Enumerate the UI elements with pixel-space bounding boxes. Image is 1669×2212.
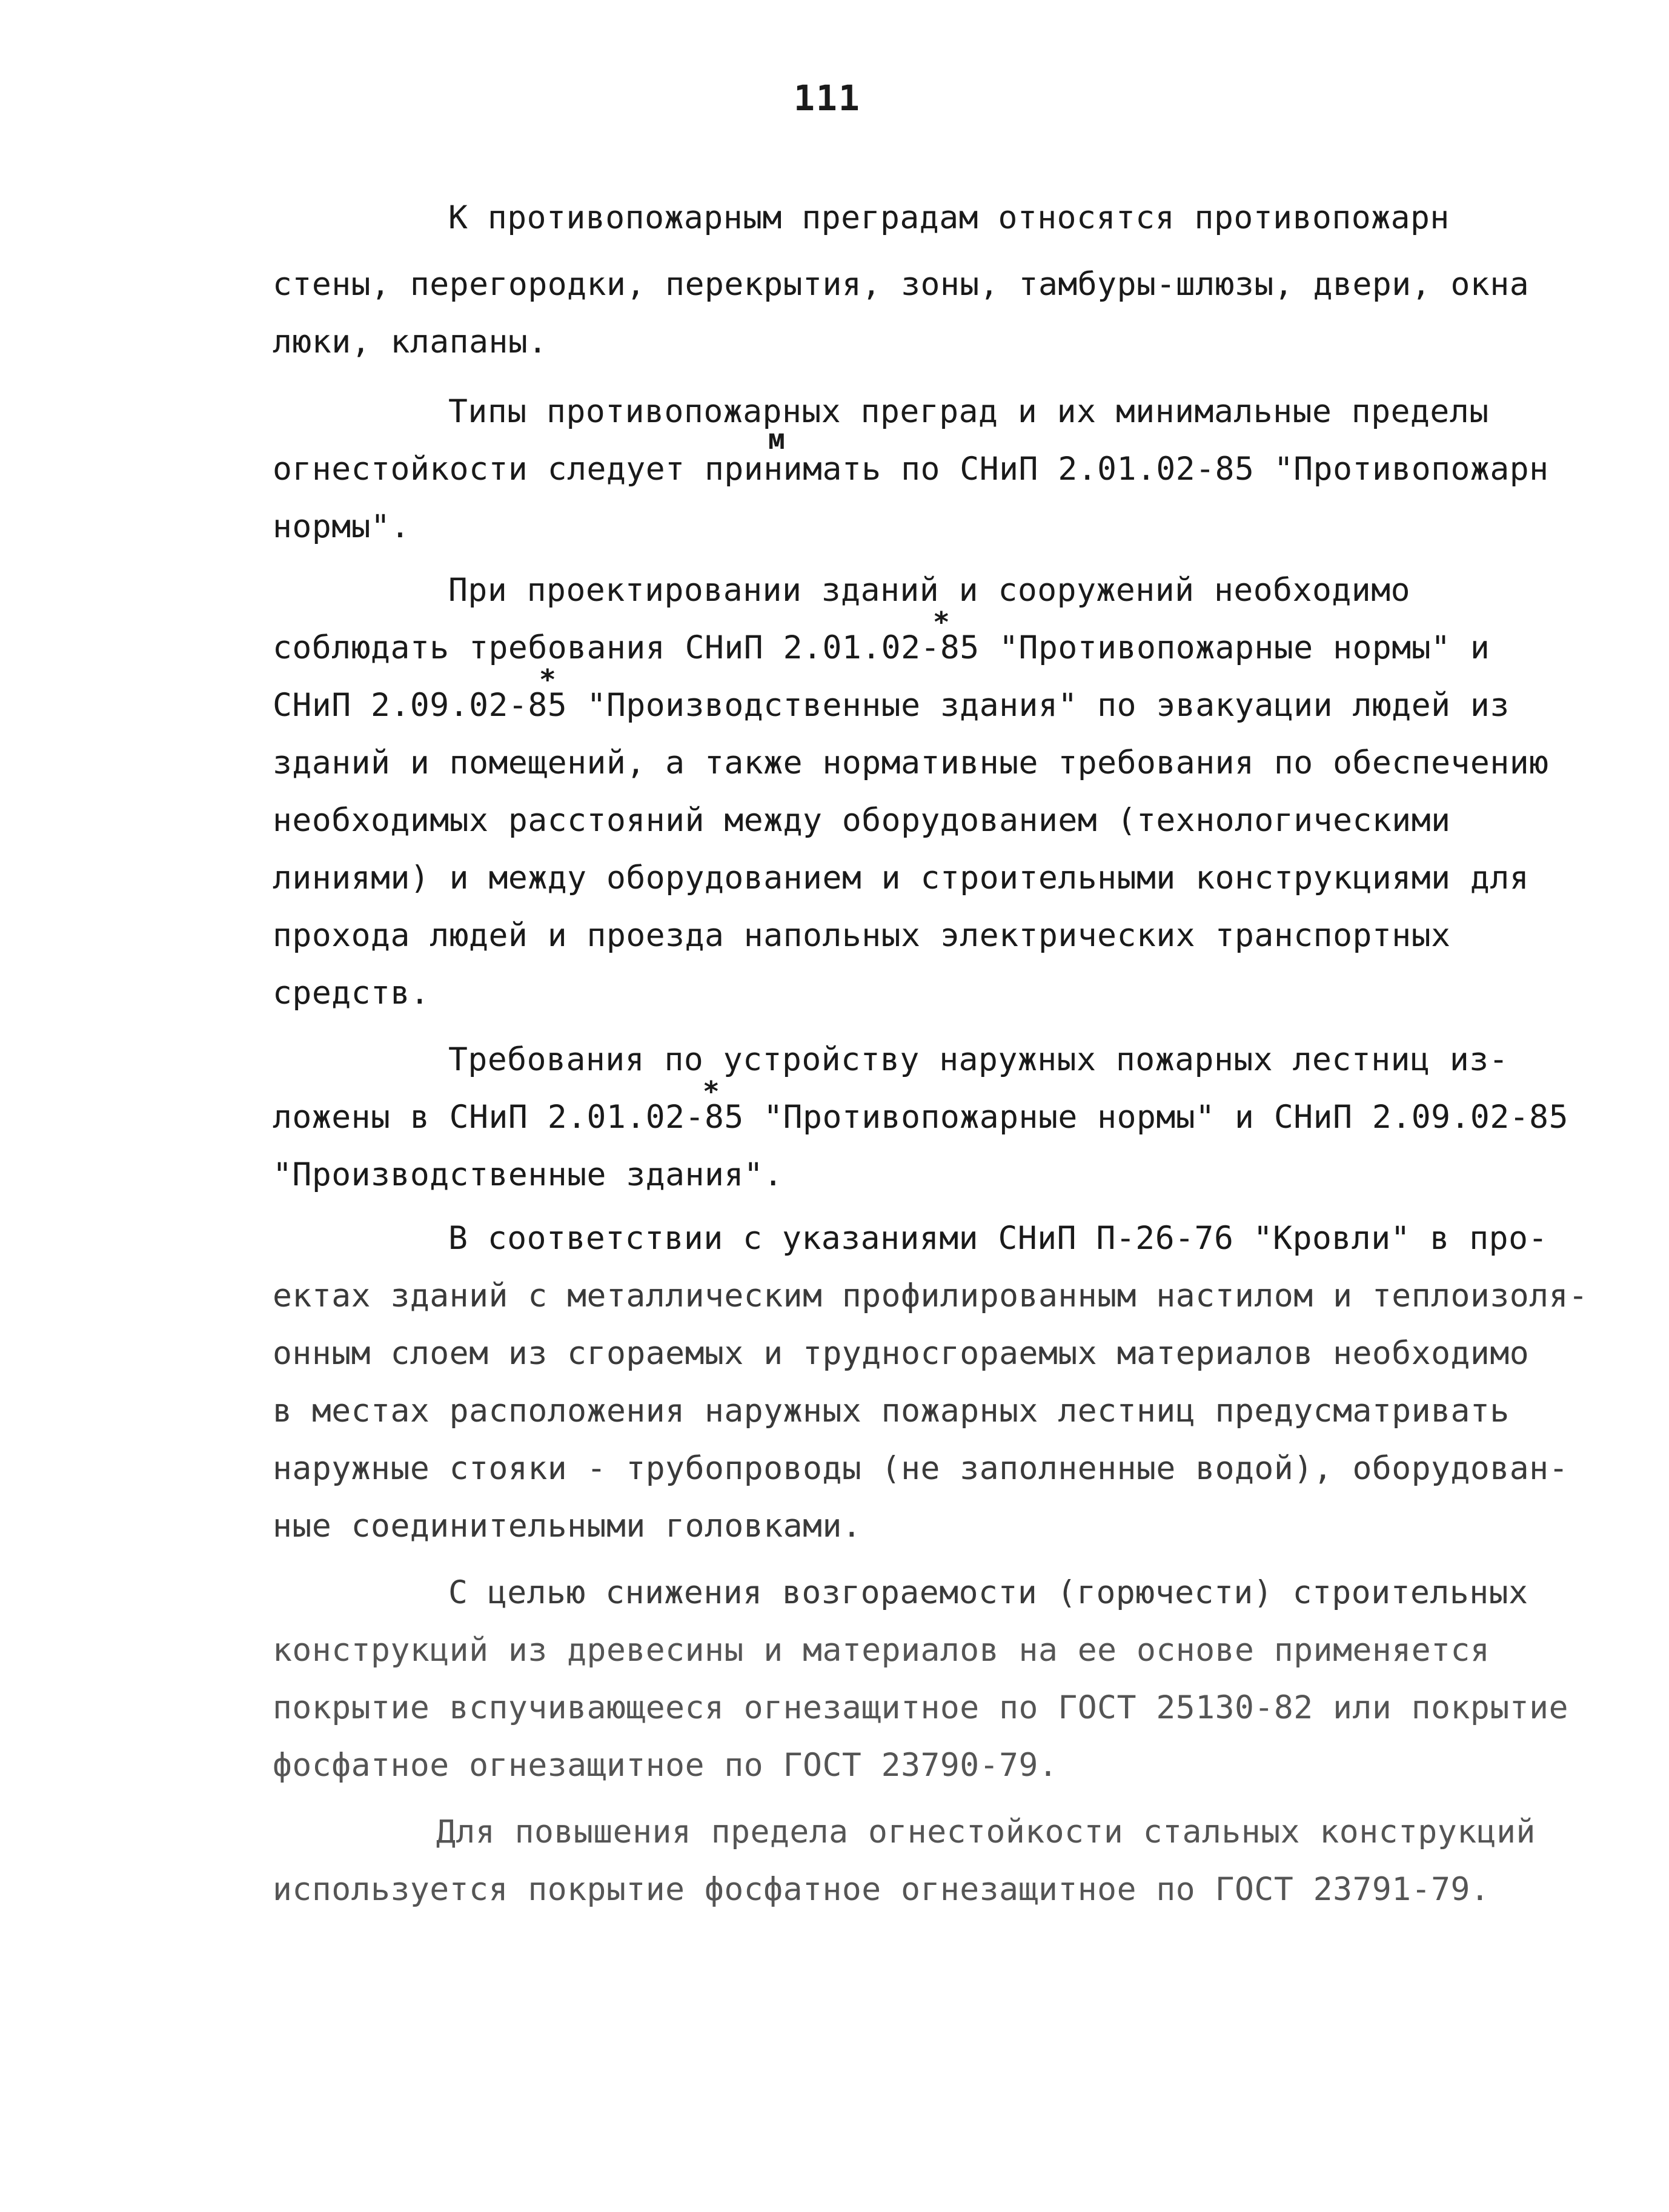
text-line: фосфатное огнезащитное по ГОСТ 23790-79.: [273, 1747, 1058, 1784]
text-line: люки, клапаны.: [273, 323, 548, 360]
text-line: ектах зданий с металлическим профилированным настилом и теплоизоля-: [273, 1277, 1588, 1314]
text-line: Для повышения предела огнестойкости стальных конструкций: [436, 1813, 1536, 1850]
text-line: онным слоем из сгораемых и трудносгораемых материалов необходимо: [273, 1335, 1530, 1372]
text-line: линиями) и между оборудованием и строительными конструкциями для: [273, 859, 1530, 896]
text-line: ные соединительными головками.: [273, 1508, 862, 1545]
text-line: стены, перегородки, перекрытия, зоны, тамбуры-шлюзы, двери, окна: [273, 266, 1530, 303]
text-line: в местах расположения наружных пожарных лестниц предусматривать: [273, 1392, 1510, 1429]
handwritten-correction-mark: м: [768, 423, 785, 455]
text-line: прохода людей и проезда напольных электрических транспортных: [273, 917, 1451, 954]
text-line: огнестойкости следует принимать по СНиП 2.01.02-85 "Противопожарн: [273, 451, 1549, 488]
text-line: СНиП 2.09.02-85 "Производственные здания" по эвакуации людей из: [273, 687, 1510, 724]
text-line: конструкций из древесины и материалов на ее основе применяется: [273, 1632, 1490, 1669]
text-line: нормы".: [273, 508, 410, 545]
asterisk-mark: *: [703, 1075, 720, 1108]
text-line: наружные стояки - трубопроводы (не заполненные водой), оборудован-: [273, 1450, 1568, 1487]
text-line: ложены в СНиП 2.01.02-85 "Противопожарные нормы" и СНиП 2.09.02-85: [273, 1099, 1568, 1136]
text-line: используется покрытие фосфатное огнезащитное по ГОСТ 23791-79.: [273, 1871, 1490, 1908]
text-line: средств.: [273, 975, 430, 1012]
text-line: К противопожарным преградам относятся противопожарн: [448, 199, 1450, 236]
text-line: Типы противопожарных преград и их минимальные пределы: [448, 393, 1489, 430]
text-line: зданий и помещений, а также нормативные требования по обеспечению: [273, 744, 1549, 781]
page-number: 111: [794, 78, 861, 119]
text-line: соблюдать требования СНиП 2.01.02-85 "Противопожарные нормы" и: [273, 629, 1490, 666]
text-line: Требования по устройству наружных пожарных лестниц из-: [448, 1041, 1509, 1078]
text-line: С целью снижения возгораемости (горючести) строительных: [448, 1574, 1528, 1611]
asterisk-mark: *: [933, 606, 950, 638]
text-line: необходимых расстояний между оборудованием (технологическими: [273, 802, 1451, 839]
text-line: В соответствии с указаниями СНиП П-26-76 "Кровли" в про-: [448, 1220, 1548, 1257]
asterisk-mark: *: [539, 663, 556, 696]
text-line: покрытие вспучивающееся огнезащитное по ГОСТ 25130-82 или покрытие: [273, 1689, 1568, 1726]
text-line: "Производственные здания".: [273, 1156, 783, 1193]
text-line: При проектировании зданий и сооружений необходимо: [448, 572, 1411, 609]
